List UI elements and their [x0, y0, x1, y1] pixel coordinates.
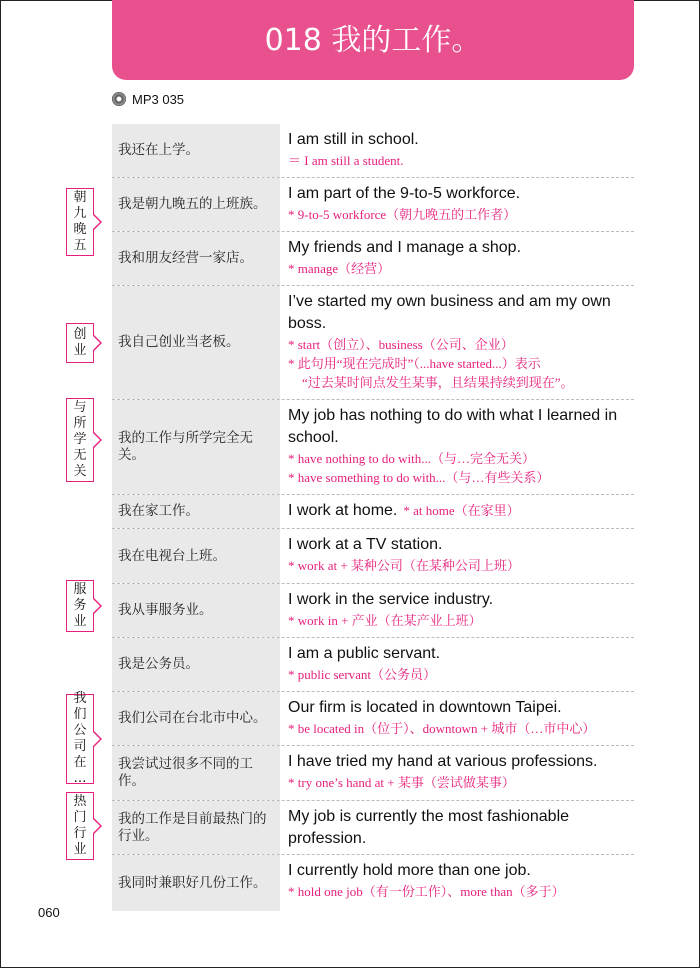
usage-note: * hold one job（有一份工作）、more than（多于） [288, 884, 565, 899]
english-sentence: I’ve started my own business and am my own boss. [288, 293, 611, 332]
table-row [112, 286, 634, 400]
english-sentence: I have tried my hand at various professions. [288, 753, 598, 770]
english-cell [280, 855, 634, 911]
english-cell [280, 124, 634, 177]
english-cell [280, 746, 634, 800]
table-row [112, 529, 634, 584]
chinese-phrase: 我和朋友经营一家店。 [112, 232, 280, 285]
usage-note: * work at + 某种公司（在某种公司上班） [288, 558, 520, 573]
english-cell [280, 286, 634, 399]
english-cell [280, 529, 634, 583]
usage-note: “过去某时间点发生某事，且结果持续到现在”。 [302, 375, 574, 390]
english-cell [280, 178, 634, 231]
english-sentence: I work at home. [288, 502, 398, 519]
english-sentence: I work in the service industry. [288, 591, 494, 608]
english-sentence: I am still in school. [288, 131, 419, 148]
usage-note: * start（创立）、business（公司、企业） [288, 337, 514, 352]
chinese-phrase: 我是朝九晚五的上班族。 [112, 178, 280, 231]
english-sentence: I am a public servant. [288, 645, 441, 662]
chinese-phrase: 我自己创业当老板。 [112, 286, 280, 399]
chinese-phrase: 我在家工作。 [112, 495, 280, 528]
usage-note: * 此句用“现在完成时”（...have started...）表示 [288, 356, 541, 371]
english-sentence: I am part of the 9-to-5 workforce. [288, 185, 521, 202]
usage-note: ＝ I am still a student. [288, 153, 404, 168]
chinese-phrase: 我的工作与所学完全无关。 [112, 400, 280, 494]
margin-tag: 朝九晚五 [66, 188, 94, 256]
page-title: 018 我的工作。 [112, 0, 634, 80]
english-sentence: My friends and I manage a shop. [288, 239, 522, 256]
cd-icon [112, 92, 126, 106]
chinese-phrase: 我在电视台上班。 [112, 529, 280, 583]
usage-note: * have nothing to do with...（与…完全无关） [288, 451, 535, 466]
english-sentence: I work at a TV station. [288, 536, 443, 553]
chinese-phrase: 我从事服务业。 [112, 584, 280, 637]
english-cell [280, 801, 634, 854]
table-row [112, 400, 634, 495]
margin-tag: 创业 [66, 323, 94, 363]
english-sentence: My job has nothing to do with what I learned in school. [288, 407, 618, 446]
english-cell [280, 400, 634, 494]
chinese-phrase: 我还在上学。 [112, 124, 280, 177]
usage-note: * have something to do with...（与…有些关系） [288, 470, 550, 485]
english-cell [280, 584, 634, 637]
english-sentence: I currently hold more than one job. [288, 862, 531, 879]
table-row [112, 855, 634, 911]
english-cell [280, 638, 634, 691]
usage-note: * work in + 产业（在某产业上班） [288, 613, 482, 628]
english-sentence: My job is currently the most fashionable profession. [288, 808, 570, 847]
table-row [112, 801, 634, 855]
phrase-table [112, 124, 634, 911]
usage-note: * manage（经营） [288, 261, 391, 276]
margin-tag: 热门行业 [66, 792, 94, 860]
chinese-phrase: 我是公务员。 [112, 638, 280, 691]
margin-tag: 我们公司在… [66, 694, 94, 784]
table-row [112, 692, 634, 746]
table-row [112, 638, 634, 692]
english-cell [280, 692, 634, 745]
table-row [112, 124, 634, 178]
usage-note: * at home（在家里） [403, 503, 520, 518]
margin-tag: 服务业 [66, 580, 94, 632]
chinese-phrase: 我尝试过很多不同的工作。 [112, 746, 280, 800]
chinese-phrase: 我同时兼职好几份工作。 [112, 855, 280, 911]
english-sentence: Our firm is located in downtown Taipei. [288, 699, 562, 716]
table-row [112, 746, 634, 801]
usage-note: * 9-to-5 workforce（朝九晚五的工作者） [288, 207, 517, 222]
chinese-phrase: 我们公司在台北市中心。 [112, 692, 280, 745]
table-row [112, 232, 634, 286]
audio-track[interactable] [112, 90, 184, 108]
page-number: 060 [38, 905, 60, 920]
margin-tag: 与所学无关 [66, 398, 94, 482]
table-row [112, 178, 634, 232]
audio-label: MP3 035 [132, 91, 185, 107]
table-row [112, 584, 634, 638]
usage-note: * public servant（公务员） [288, 667, 437, 682]
english-cell [280, 495, 634, 528]
usage-note: * be located in（位于）、downtown + 城市（…市中心） [288, 721, 596, 736]
chinese-phrase: 我的工作是目前最热门的行业。 [112, 801, 280, 854]
usage-note: * try one’s hand at + 某事（尝试做某事） [288, 775, 515, 790]
english-cell [280, 232, 634, 285]
table-row [112, 495, 634, 529]
